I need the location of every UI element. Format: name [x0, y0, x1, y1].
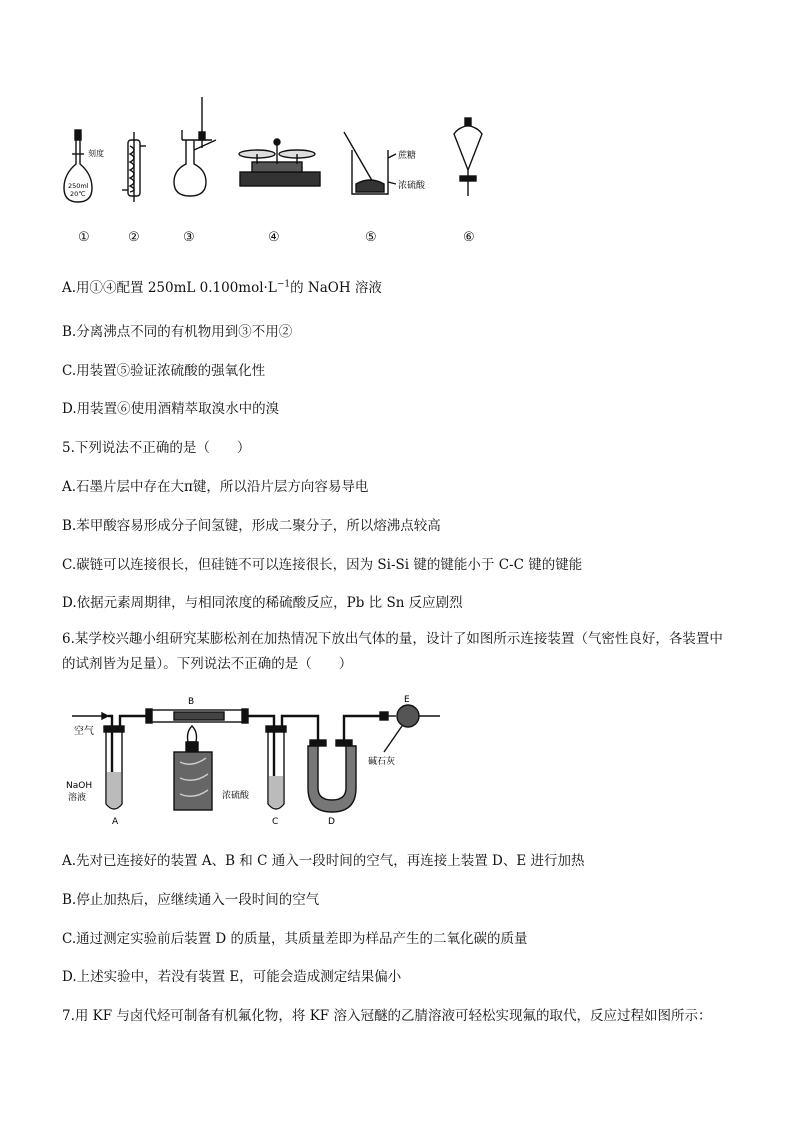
label-d: D	[328, 817, 335, 827]
u-tube-d-icon	[308, 740, 356, 812]
q6-option-a: A.先对已连接好的装置 A、B 和 C 通入一段时间的空气，再连接上装置 D、E 进行加热	[62, 853, 585, 869]
condenser-icon	[122, 132, 146, 202]
air-inlet-arrow-icon	[72, 713, 108, 719]
label-e: E	[404, 695, 410, 705]
q7-stem: 7.用 KF 与卤代烃可制备有机氟化物，将 KF 溶入冠醚的乙腈溶液可轻松实现氟的取代，反应过程如图所示：	[62, 1008, 712, 1024]
q6-option-b: B.停止加热后，应继续通入一段时间的空气	[62, 892, 320, 908]
q6-option-c: C.通过测定实验前后装置 D 的质量，其质量差即为样品产生的二氧化碳的质量	[62, 931, 528, 947]
apparatus-number-1: ①	[78, 230, 90, 245]
flask-temp-label: 20℃	[70, 190, 86, 198]
label-c: C	[272, 817, 279, 827]
distillation-flask-icon	[174, 97, 216, 196]
naoh-label-line2: 溶液	[68, 793, 87, 803]
q6-stem: 6.某学校兴趣小组研究某膨松剂在加热情况下放出气体的量，设计了如图所示连接装置（气密性良好，各装置中的试剂皆为足量）。下列说法不正确的是（ ）	[62, 631, 723, 672]
naoh-label-line1: NaOH	[66, 781, 93, 791]
drying-tube-e-icon	[380, 705, 440, 752]
apparatus-number-5: ⑤	[365, 230, 377, 245]
apparatus-number-6: ⑥	[463, 230, 475, 245]
label-a: A	[112, 817, 119, 827]
q6-option-d: D.上述实验中，若没有装置 E，可能会造成测定结果偏小	[62, 969, 402, 985]
flask-mark-label: 刻度	[88, 149, 104, 158]
q4-option-d: D.用装置⑥使用酒精萃取溴水中的溴	[62, 401, 280, 417]
air-label: 空气	[74, 726, 94, 737]
balance-icon	[239, 139, 320, 186]
q5-option-d: D.依据元素周期律，与相同浓度的稀硫酸反应，Pb 比 Sn 反应剧烈	[62, 595, 463, 611]
beaker-icon	[344, 132, 396, 194]
conc-acid-label-2: 浓硫酸	[222, 791, 250, 801]
test-tube-c-icon	[266, 726, 286, 809]
apparatus-number-4: ④	[268, 230, 280, 245]
q5-option-b: B.苯甲酸容易形成分子间氢键，形成二聚分子，所以熔沸点较高	[62, 518, 441, 534]
q4-option-c: C.用装置⑤验证浓硫酸的强氧化性	[62, 363, 266, 379]
apparatus-figure-1	[62, 92, 522, 207]
q5-option-a: A.石墨片层中存在大π键，所以沿片层方向容易导电	[62, 479, 369, 495]
conc-acid-label-1: 浓硫酸	[398, 181, 426, 191]
test-tube-a-icon	[104, 726, 124, 809]
separatory-funnel-icon	[454, 118, 482, 196]
label-b: B	[188, 697, 195, 707]
flask-volume-label: 250ml	[68, 182, 89, 190]
sucrose-label: 蔗糖	[398, 151, 417, 161]
soda-lime-label: 碱石灰	[368, 757, 396, 767]
apparatus-number-3: ③	[183, 230, 195, 245]
q4-option-b: B.分离沸点不同的有机物用到③不用②	[62, 324, 293, 340]
apparatus-number-2: ②	[128, 230, 140, 245]
connecting-tubing	[108, 716, 386, 792]
q4-option-a: A.用①④配置 250mL $0.100mol\cdot L^{-1}$的 NaOH 溶液	[62, 279, 382, 296]
apparatus-figure-2	[62, 692, 452, 827]
q5-option-c: C.碳链可以连接很长，但硅链不可以连接很长，因为 Si-Si 键的键能小于 C-C 键的键能	[62, 557, 583, 573]
q5-stem: 5.下列说法不正确的是（ ）	[62, 440, 251, 456]
